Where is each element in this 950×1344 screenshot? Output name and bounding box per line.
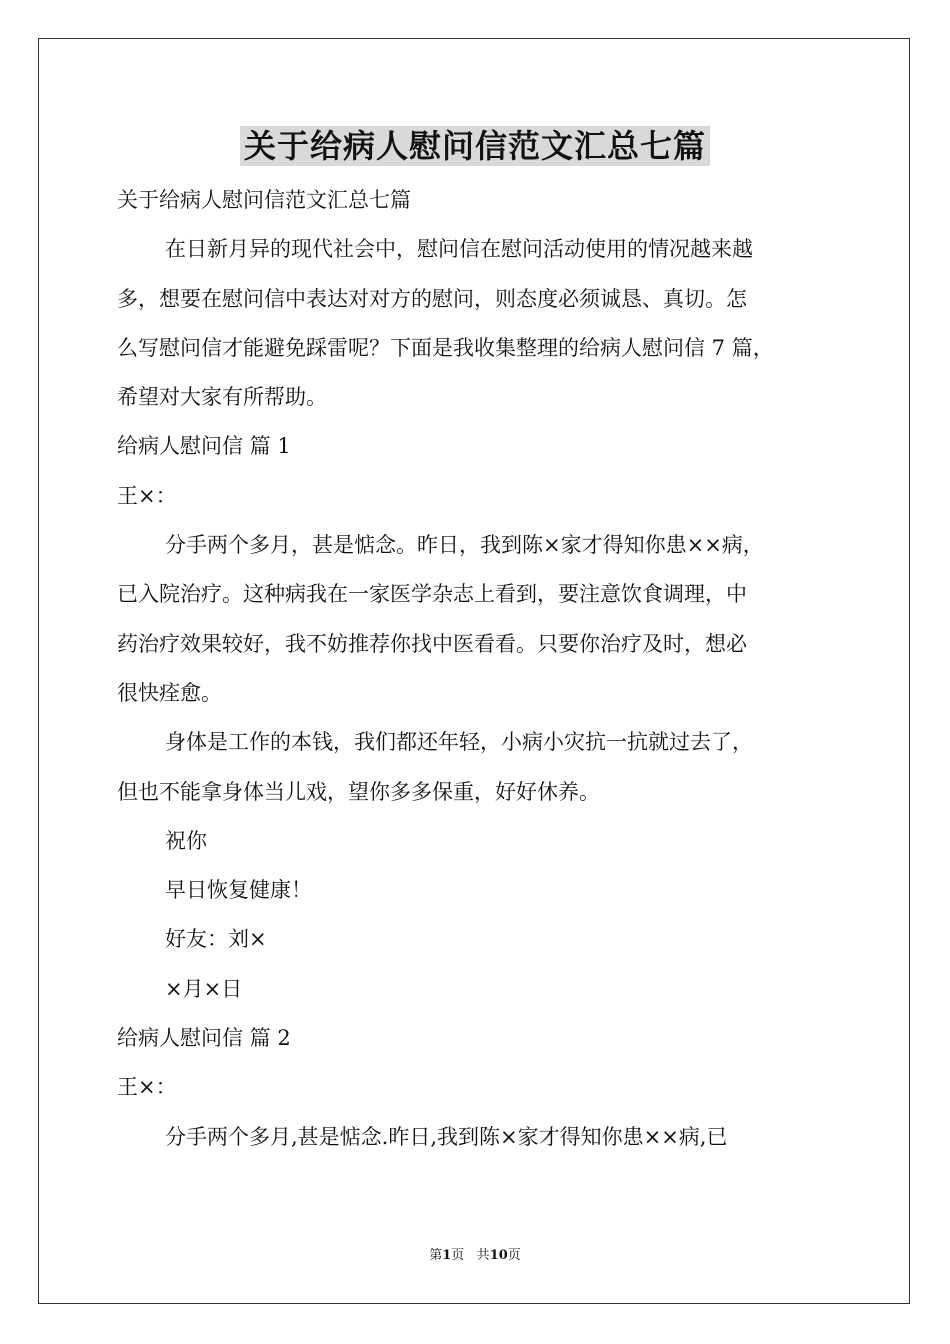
document-body bbox=[117, 176, 837, 1162]
text-line: 分手两个多月,甚是惦念.昨日,我到陈×家才得知你患××病,已 bbox=[165, 1124, 728, 1149]
text-line: 王×： bbox=[117, 483, 177, 508]
footer-total-suffix: 页 bbox=[507, 1248, 521, 1263]
text-line: 已入院治疗。这种病我在一家医学杂志上看到，要注意饮食调理，中 bbox=[117, 582, 747, 607]
footer-page-number: 1 bbox=[442, 1248, 452, 1263]
document-title: 关于给病人慰问信范文汇总七篇 bbox=[240, 126, 710, 166]
text-line: 药治疗效果较好，我不妨推荐你找中医看看。只要你治疗及时，想必 bbox=[117, 631, 747, 656]
page-footer bbox=[0, 1247, 950, 1265]
text-line: ×月×日 bbox=[165, 976, 243, 1001]
text-line: 身体是工作的本钱，我们都还年轻，小病小灾抗一抗就过去了， bbox=[165, 730, 753, 755]
footer-page-suffix: 页 bbox=[451, 1248, 465, 1263]
text-line: 分手两个多月，甚是惦念。昨日，我到陈×家才得知你患××病， bbox=[165, 533, 764, 558]
text-line: 王×： bbox=[117, 1075, 177, 1100]
text-line: 给病人慰问信 篇 1 bbox=[117, 434, 291, 459]
text-line: 希望对大家有所帮助。 bbox=[117, 385, 327, 410]
text-line: 但也不能拿身体当儿戏，望你多多保重，好好休养。 bbox=[117, 779, 600, 804]
text-line: 给病人慰问信 篇 2 bbox=[117, 1026, 291, 1051]
text-line: 么写慰问信才能避免踩雷呢？下面是我收集整理的给病人慰问信 7 篇， bbox=[117, 335, 774, 360]
text-line: 多，想要在慰问信中表达对对方的慰问，则态度必须诚恳、真切。怎 bbox=[117, 286, 747, 311]
text-line: 好友：刘× bbox=[165, 927, 267, 952]
footer-page-prefix: 第 bbox=[429, 1248, 443, 1263]
footer-total-pages: 10 bbox=[489, 1248, 508, 1263]
text-line: 早日恢复健康！ bbox=[165, 878, 312, 903]
title-container bbox=[0, 126, 950, 166]
text-line: 在日新月异的现代社会中，慰问信在慰问活动使用的情况越来越 bbox=[165, 237, 753, 262]
text-line: 祝你 bbox=[165, 828, 207, 853]
text-line: 关于给病人慰问信范文汇总七篇 bbox=[117, 188, 411, 212]
text-line: 很快痊愈。 bbox=[117, 680, 222, 705]
footer-total-prefix: 共 bbox=[476, 1248, 490, 1263]
